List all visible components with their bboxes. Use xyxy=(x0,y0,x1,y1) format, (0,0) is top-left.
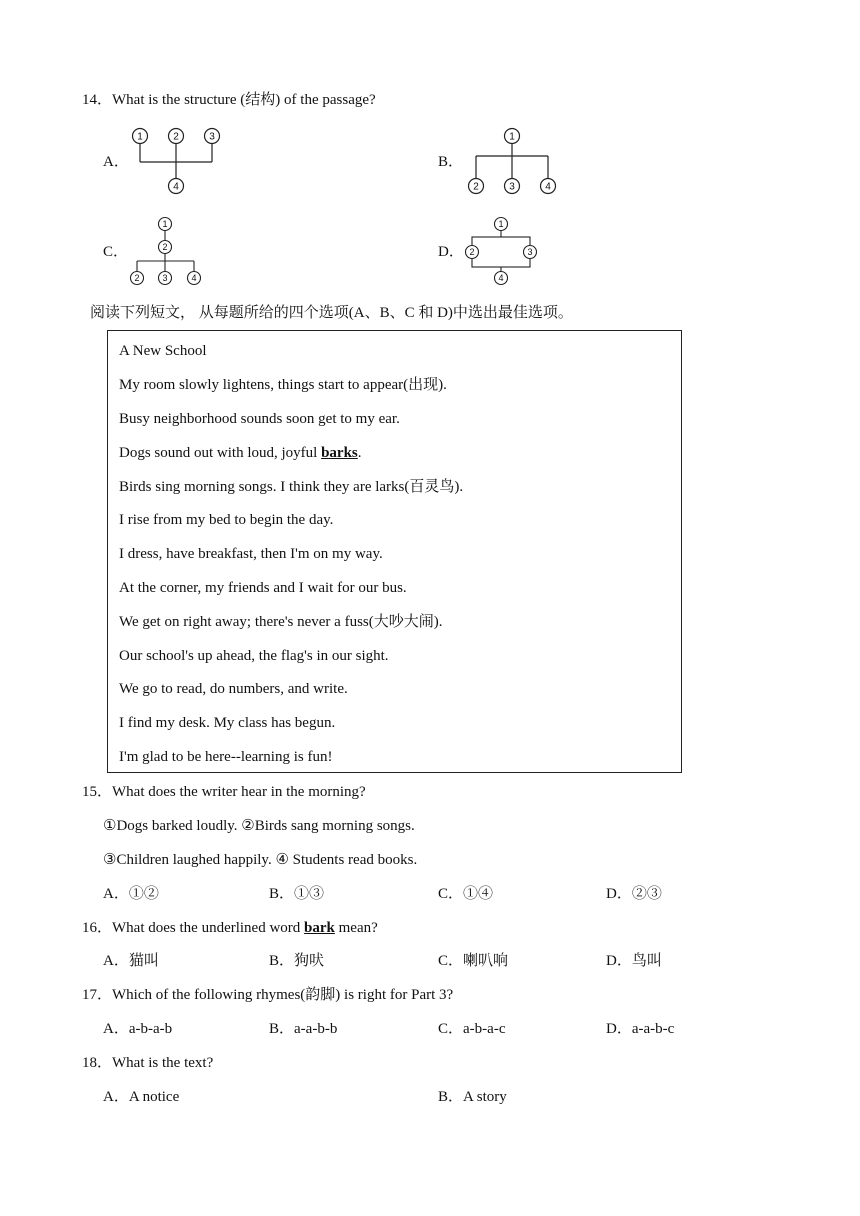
passage-box xyxy=(107,330,682,773)
underlined-word-bark: bark xyxy=(304,920,335,936)
structure-diagram-a[interactable] xyxy=(128,126,224,196)
question-number: 14． xyxy=(82,92,113,108)
option-letter: B． xyxy=(269,953,295,969)
question-16 xyxy=(82,919,378,937)
passage-line: I'm glad to be here--learning is fun! xyxy=(119,749,333,765)
option-a[interactable] xyxy=(103,952,159,970)
option-c[interactable] xyxy=(438,1020,505,1038)
option-b[interactable] xyxy=(269,952,324,970)
question-number: 15． xyxy=(82,784,113,800)
option-letter: A． xyxy=(103,953,129,969)
option-letter: C． xyxy=(438,886,464,902)
question-text: What is the text? xyxy=(112,1055,214,1071)
question-number: 18． xyxy=(82,1055,113,1071)
node-label: 1 xyxy=(137,131,143,143)
node-label: 4 xyxy=(545,181,551,193)
question-text: Which of the following rhymes(韵脚) is right for Part 3? xyxy=(112,987,454,1003)
passage-line: I find my desk. My class has begun. xyxy=(119,715,336,731)
option-d[interactable] xyxy=(606,1020,674,1038)
node-label: 3 xyxy=(209,131,215,143)
option-text: ①② xyxy=(128,886,159,902)
node-label: 3 xyxy=(509,181,515,193)
option-text: 鸟叫 xyxy=(631,953,662,969)
option-letter: C． xyxy=(438,953,464,969)
option-text: 喇叭响 xyxy=(463,953,509,969)
passage-line xyxy=(119,444,362,462)
option-letter: B． xyxy=(269,886,295,902)
question-18 xyxy=(82,1054,213,1072)
node-label: 4 xyxy=(173,181,179,193)
node-label: 2 xyxy=(473,181,479,193)
option-d[interactable] xyxy=(606,885,662,903)
option-letter: D． xyxy=(606,886,632,902)
option-letter: D． xyxy=(606,953,632,969)
question-text: mean? xyxy=(334,920,378,936)
passage-line: My room slowly lightens, things start to appear(出现). xyxy=(119,377,447,393)
passage-title: A New School xyxy=(119,343,207,359)
option-a[interactable] xyxy=(103,1020,172,1038)
question-15-choices-line-1: ①Dogs barked loudly. ②Birds sang morning songs. xyxy=(103,818,415,834)
option-text: A notice xyxy=(128,1089,180,1105)
option-d[interactable] xyxy=(606,952,662,970)
node-label: 2 xyxy=(162,242,168,252)
option-d-letter[interactable]: D． xyxy=(438,244,464,260)
option-letter: A． xyxy=(103,1021,129,1037)
node-label: 2 xyxy=(134,273,140,283)
option-text: a-b-a-c xyxy=(463,1021,506,1037)
option-a-letter[interactable]: A． xyxy=(103,154,129,170)
question-text: What is the structure (结构) of the passage? xyxy=(112,92,376,108)
option-text: 猫叫 xyxy=(128,953,159,969)
option-text: ①③ xyxy=(294,886,325,902)
passage-line: Our school's up ahead, the flag's in our sight. xyxy=(119,648,389,664)
option-text: 狗吠 xyxy=(294,953,325,969)
option-b[interactable] xyxy=(269,885,324,903)
question-text: What does the writer hear in the morning? xyxy=(112,784,366,800)
option-letter: C． xyxy=(438,1021,464,1037)
node-label: 4 xyxy=(191,273,197,283)
node-label: 2 xyxy=(173,131,179,143)
node-label: 3 xyxy=(527,247,533,257)
option-text: a-a-b-c xyxy=(631,1021,675,1037)
option-letter: D． xyxy=(606,1021,632,1037)
passage-line: I rise from my bed to begin the day. xyxy=(119,512,334,528)
node-label: 3 xyxy=(162,273,168,283)
node-label: 1 xyxy=(162,219,168,229)
question-number: 16． xyxy=(82,920,113,936)
passage-line: We go to read, do numbers, and write. xyxy=(119,681,348,697)
reading-instruction: 阅读下列短文， 从每题所给的四个选项(A、B、C 和 D)中选出最佳选项。 xyxy=(90,305,573,321)
option-b-letter[interactable]: B． xyxy=(438,154,464,170)
option-a[interactable] xyxy=(103,885,159,903)
option-letter: A． xyxy=(103,1089,129,1105)
option-b[interactable] xyxy=(269,1020,337,1038)
option-c[interactable] xyxy=(438,952,508,970)
question-text: What does the underlined word xyxy=(112,920,305,936)
question-14 xyxy=(82,91,376,109)
structure-diagram-c[interactable] xyxy=(128,215,204,287)
node-label: 1 xyxy=(509,131,515,143)
option-text: A story xyxy=(463,1089,507,1105)
option-text: ②③ xyxy=(631,886,662,902)
question-15 xyxy=(82,783,366,801)
option-letter: B． xyxy=(438,1089,464,1105)
node-label: 4 xyxy=(498,273,504,283)
question-17 xyxy=(82,986,453,1004)
passage-line: Birds sing morning songs. I think they are larks(百灵鸟). xyxy=(119,479,464,495)
option-letter: A． xyxy=(103,886,129,902)
option-letter: B． xyxy=(269,1021,295,1037)
passage-line-text: Dogs sound out with loud, joyful xyxy=(119,445,322,461)
structure-diagram-d[interactable] xyxy=(462,215,542,287)
question-number: 17． xyxy=(82,987,113,1003)
passage-line: At the corner, my friends and I wait for our bus. xyxy=(119,580,407,596)
passage-line: Busy neighborhood sounds soon get to my ear. xyxy=(119,411,400,427)
option-text: a-b-a-b xyxy=(128,1021,173,1037)
node-label: 2 xyxy=(469,247,475,257)
passage-line: I dress, have breakfast, then I'm on my way. xyxy=(119,546,383,562)
structure-diagram-b[interactable] xyxy=(464,126,560,196)
node-label: 1 xyxy=(498,219,504,229)
passage-line: We get on right away; there's never a fuss(大吵大闹). xyxy=(119,614,443,630)
option-text: ①④ xyxy=(463,886,494,902)
option-b[interactable] xyxy=(438,1088,507,1106)
option-c[interactable] xyxy=(438,885,493,903)
option-a[interactable] xyxy=(103,1088,179,1106)
question-15-choices-line-2: ③Children laughed happily. ④ Students read books. xyxy=(103,852,418,868)
underlined-word-barks: barks xyxy=(321,445,358,461)
option-text: a-a-b-b xyxy=(294,1021,338,1037)
option-c-letter[interactable]: C． xyxy=(103,244,129,260)
passage-line-text: . xyxy=(357,445,362,461)
